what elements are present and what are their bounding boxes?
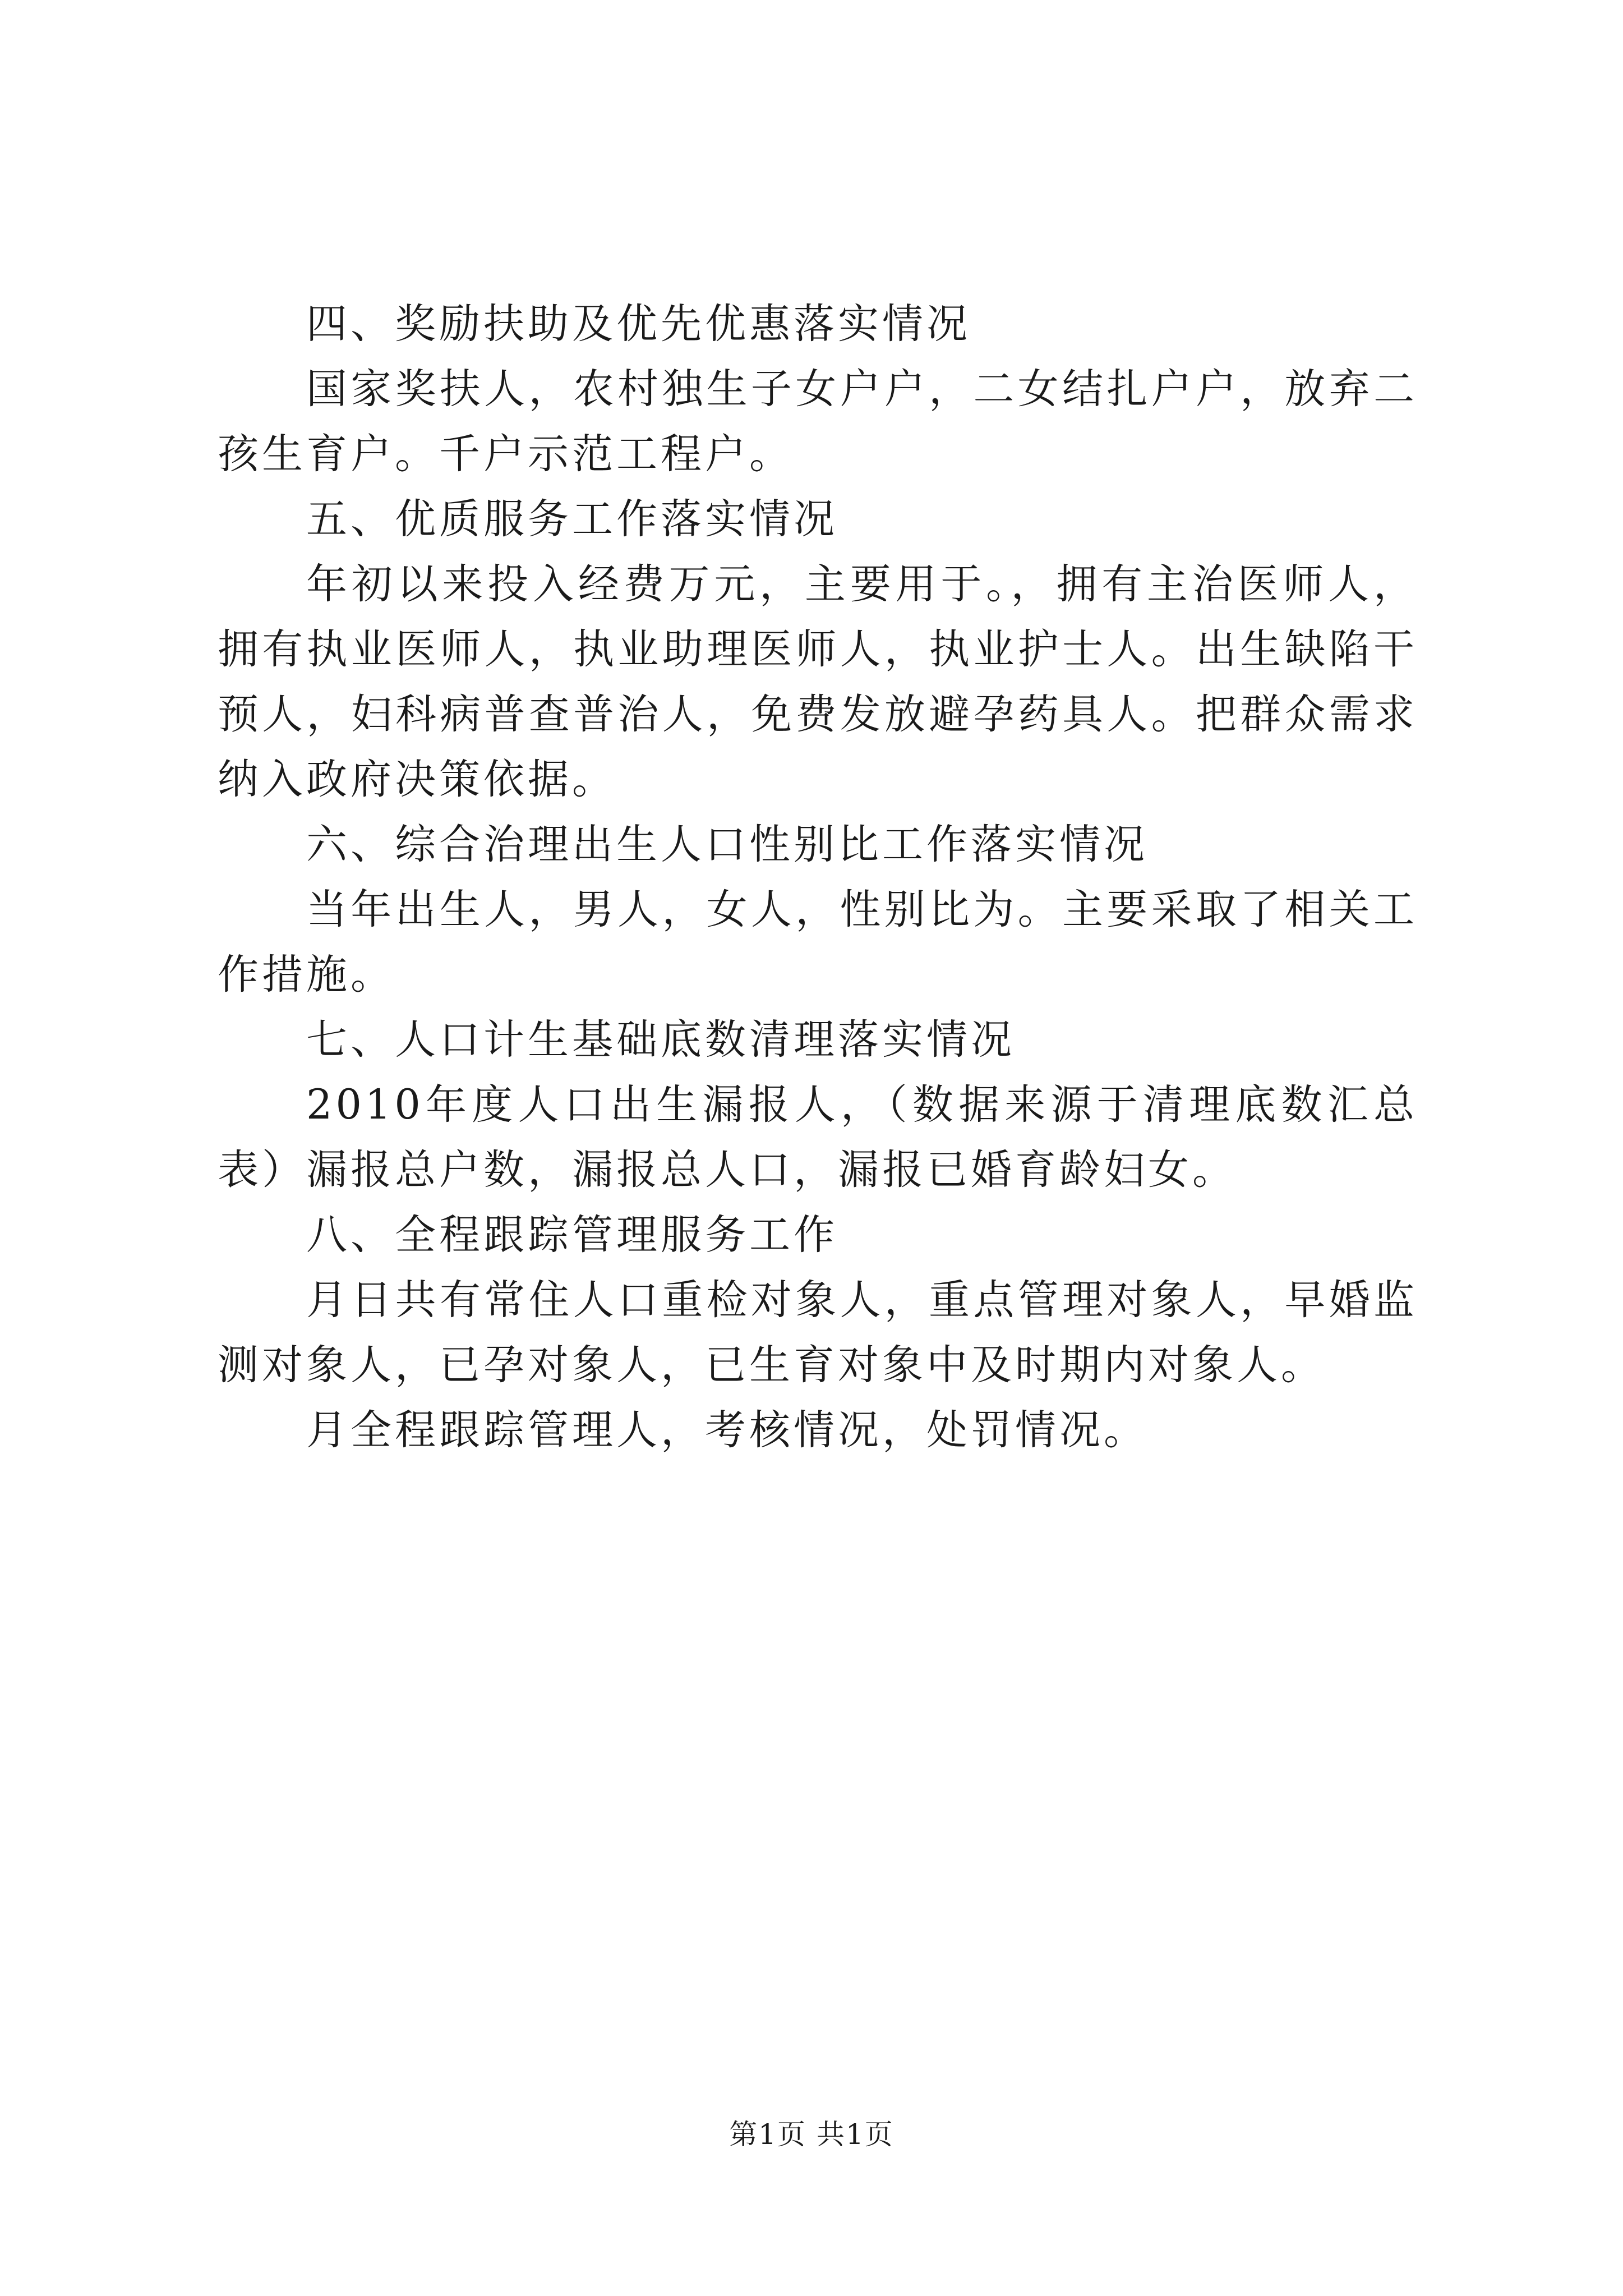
paragraph-sex-ratio: 当年出生人，男人，女人，性别比为。主要采取了相关工作措施。	[218, 886, 1418, 999]
section-heading-5: 五、优质服务工作落实情况	[306, 495, 838, 543]
section-heading-4: 四、奖励扶助及优先优惠落实情况	[306, 300, 971, 348]
paragraph-service: 年初以来投入经费万元，主要用于。，拥有主治医师人，拥有执业医师人，执业助理医师人，执业护士人。出生缺陷干预人，妇科病普查普治人，免费发放避孕药具人。把群众需求纳入政府决策依据。	[218, 560, 1418, 803]
page-footer: 第1页 共1页	[729, 2118, 894, 2151]
section-heading-6: 六、综合治理出生人口性别比工作落实情况	[306, 821, 1148, 868]
paragraph-tracking-summary: 月全程跟踪管理人，考核情况，处罚情况。	[306, 1406, 1148, 1454]
paragraph-census: 2010年度人口出生漏报人，（数据来源于清理底数汇总表）漏报总户数，漏报总人口，漏报已婚育龄妇女。	[218, 1081, 1418, 1194]
section-heading-7: 七、人口计生基础底数清理落实情况	[306, 1016, 1015, 1064]
document-body	[218, 292, 1418, 1463]
paragraph-tracking: 月日共有常住人口重检对象人，重点管理对象人，早婚监测对象人，已孕对象人，已生育对象中及时期内对象人。	[218, 1276, 1418, 1389]
section-heading-8: 八、全程跟踪管理服务工作	[306, 1211, 838, 1259]
paragraph-rewards: 国家奖扶人，农村独生子女户户，二女结扎户户，放弃二孩生育户。千户示范工程户。	[218, 365, 1418, 478]
